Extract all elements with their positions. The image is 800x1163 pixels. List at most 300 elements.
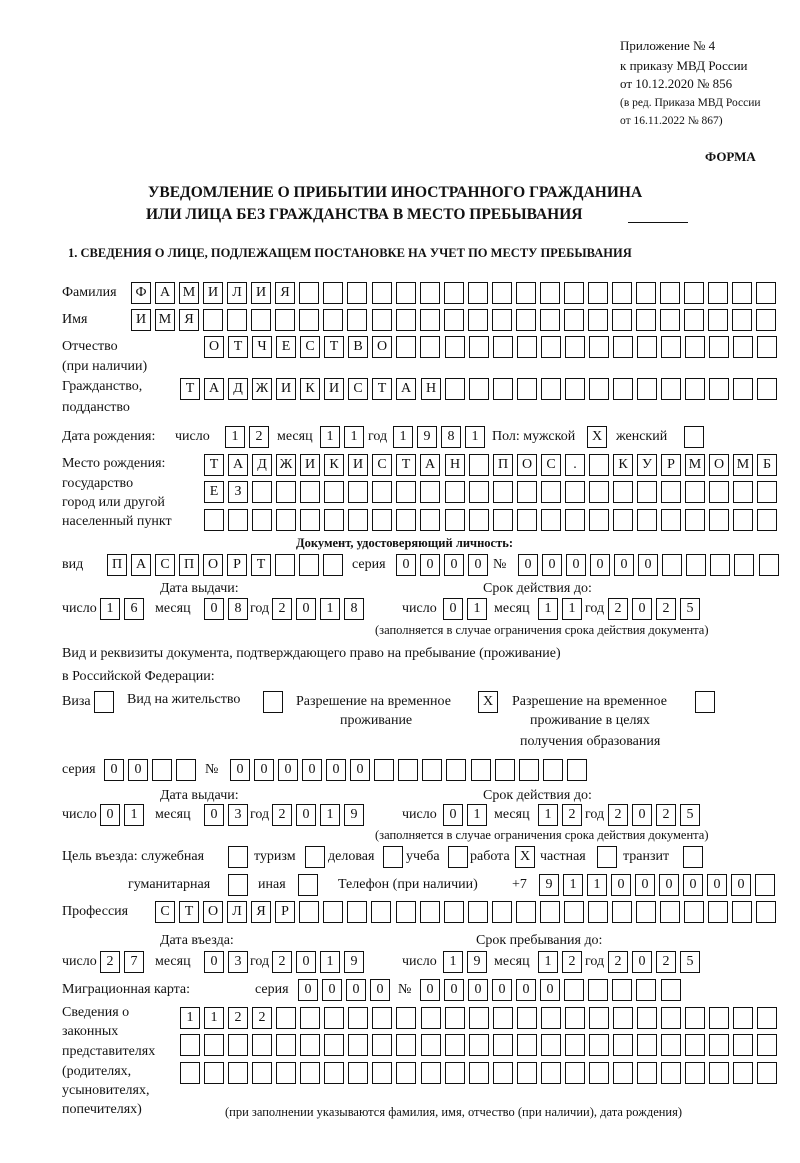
char-cell[interactable]: А [228,454,248,476]
char-cell[interactable]: 2 [228,1007,248,1029]
char-cell[interactable]: Р [275,901,295,923]
char-cell[interactable] [444,309,464,331]
char-cell[interactable] [733,509,753,531]
char-cell[interactable]: Д [228,378,248,400]
char-cell[interactable]: Б [757,454,777,476]
char-cell[interactable] [541,509,561,531]
char-cell[interactable] [757,378,777,400]
char-cell[interactable] [661,336,681,358]
char-cell[interactable]: 2 [272,951,292,973]
char-cell[interactable] [588,309,608,331]
char-cell[interactable] [709,1062,729,1084]
char-cell[interactable]: К [613,454,633,476]
char-cell[interactable]: 0 [632,598,652,620]
char-cell[interactable] [445,1007,465,1029]
char-cell[interactable] [492,901,512,923]
char-cell[interactable]: 1 [587,874,607,896]
char-cell[interactable]: 3 [228,951,248,973]
char-cell[interactable] [324,481,344,503]
char-cell[interactable] [445,336,465,358]
char-cell[interactable] [613,481,633,503]
char-cell[interactable] [540,309,560,331]
checkbox[interactable] [684,426,704,448]
char-cell[interactable]: Т [372,378,392,400]
char-cell[interactable] [733,378,753,400]
char-cell[interactable]: 9 [539,874,559,896]
char-cell[interactable] [612,901,632,923]
char-cell[interactable]: 0 [296,804,316,826]
char-cell[interactable] [588,979,608,1001]
char-cell[interactable] [709,1034,729,1056]
char-cell[interactable] [684,282,704,304]
char-cell[interactable]: 0 [516,979,536,1001]
char-cell[interactable] [299,554,319,576]
char-cell[interactable] [276,1062,296,1084]
char-cell[interactable] [422,759,442,781]
char-cell[interactable] [348,1034,368,1056]
char-cell[interactable] [589,1034,609,1056]
char-cell[interactable] [517,509,537,531]
char-cell[interactable]: 2 [562,804,582,826]
char-cell[interactable]: 1 [538,804,558,826]
char-cell[interactable]: Р [227,554,247,576]
char-cell[interactable] [374,759,394,781]
char-cell[interactable] [398,759,418,781]
char-cell[interactable] [420,481,440,503]
char-cell[interactable] [300,509,320,531]
char-cell[interactable]: 0 [443,804,463,826]
char-cell[interactable] [709,509,729,531]
char-cell[interactable]: З [228,481,248,503]
char-cell[interactable] [348,509,368,531]
char-cell[interactable]: А [155,282,175,304]
char-cell[interactable] [564,309,584,331]
checkbox[interactable] [228,874,248,896]
char-cell[interactable]: 9 [417,426,437,448]
char-cell[interactable]: Р [661,454,681,476]
char-cell[interactable]: У [637,454,657,476]
char-cell[interactable] [323,282,343,304]
char-cell[interactable] [493,378,513,400]
char-cell[interactable] [543,759,563,781]
char-cell[interactable]: А [420,454,440,476]
checkbox[interactable] [597,846,617,868]
char-cell[interactable] [493,1007,513,1029]
char-cell[interactable] [589,1062,609,1084]
char-cell[interactable]: Е [204,481,224,503]
char-cell[interactable]: Н [421,378,441,400]
char-cell[interactable] [204,1062,224,1084]
char-cell[interactable]: 0 [540,979,560,1001]
char-cell[interactable] [759,554,779,576]
char-cell[interactable] [228,1062,248,1084]
char-cell[interactable] [661,1034,681,1056]
char-cell[interactable] [660,309,680,331]
char-cell[interactable] [757,1007,777,1029]
char-cell[interactable] [468,901,488,923]
char-cell[interactable] [252,1034,272,1056]
char-cell[interactable] [180,1062,200,1084]
char-cell[interactable]: О [204,336,224,358]
char-cell[interactable] [468,282,488,304]
char-cell[interactable] [176,759,196,781]
char-cell[interactable]: Т [204,454,224,476]
char-cell[interactable] [468,309,488,331]
char-cell[interactable] [471,759,491,781]
char-cell[interactable] [421,1034,441,1056]
char-cell[interactable]: 0 [302,759,322,781]
char-cell[interactable] [469,509,489,531]
char-cell[interactable] [444,901,464,923]
char-cell[interactable]: А [131,554,151,576]
char-cell[interactable]: 1 [467,804,487,826]
char-cell[interactable] [347,901,367,923]
char-cell[interactable] [732,309,752,331]
char-cell[interactable] [445,1062,465,1084]
char-cell[interactable]: 1 [465,426,485,448]
char-cell[interactable]: С [155,901,175,923]
char-cell[interactable]: 8 [228,598,248,620]
char-cell[interactable] [661,1007,681,1029]
char-cell[interactable]: Т [228,336,248,358]
char-cell[interactable] [372,282,392,304]
char-cell[interactable] [637,1007,657,1029]
char-cell[interactable]: 0 [611,874,631,896]
char-cell[interactable] [251,309,271,331]
char-cell[interactable] [589,509,609,531]
char-cell[interactable]: . [565,454,585,476]
char-cell[interactable]: 0 [100,804,120,826]
char-cell[interactable] [299,282,319,304]
char-cell[interactable]: 0 [420,979,440,1001]
char-cell[interactable] [348,1007,368,1029]
char-cell[interactable]: 1 [538,951,558,973]
char-cell[interactable]: О [517,454,537,476]
char-cell[interactable] [757,1062,777,1084]
checkbox[interactable]: X [515,846,535,868]
char-cell[interactable] [755,874,775,896]
char-cell[interactable] [396,901,416,923]
char-cell[interactable] [637,378,657,400]
char-cell[interactable]: 0 [659,874,679,896]
char-cell[interactable] [710,554,730,576]
char-cell[interactable] [252,509,272,531]
char-cell[interactable]: 1 [320,426,340,448]
char-cell[interactable] [299,901,319,923]
char-cell[interactable]: 0 [104,759,124,781]
char-cell[interactable] [564,282,584,304]
char-cell[interactable] [469,1034,489,1056]
char-cell[interactable] [662,554,682,576]
char-cell[interactable] [612,979,632,1001]
char-cell[interactable]: 0 [396,554,416,576]
char-cell[interactable] [469,481,489,503]
char-cell[interactable]: 0 [468,979,488,1001]
char-cell[interactable] [589,1007,609,1029]
char-cell[interactable] [733,1062,753,1084]
char-cell[interactable] [613,336,633,358]
char-cell[interactable]: К [324,454,344,476]
char-cell[interactable] [757,509,777,531]
char-cell[interactable] [469,336,489,358]
char-cell[interactable] [517,1007,537,1029]
char-cell[interactable] [517,1062,537,1084]
char-cell[interactable]: 0 [346,979,366,1001]
char-cell[interactable] [733,1007,753,1029]
char-cell[interactable]: 0 [443,598,463,620]
char-cell[interactable] [517,1034,537,1056]
char-cell[interactable] [589,378,609,400]
char-cell[interactable] [324,1007,344,1029]
char-cell[interactable] [541,1062,561,1084]
char-cell[interactable] [733,481,753,503]
char-cell[interactable]: И [203,282,223,304]
char-cell[interactable]: 0 [590,554,610,576]
char-cell[interactable] [275,309,295,331]
char-cell[interactable]: 2 [272,598,292,620]
char-cell[interactable] [372,481,392,503]
char-cell[interactable]: О [203,554,223,576]
char-cell[interactable] [613,1062,633,1084]
char-cell[interactable]: С [348,378,368,400]
char-cell[interactable] [589,454,609,476]
char-cell[interactable] [636,979,656,1001]
char-cell[interactable] [636,282,656,304]
char-cell[interactable] [685,1007,705,1029]
checkbox[interactable]: X [478,691,498,713]
char-cell[interactable] [734,554,754,576]
char-cell[interactable]: М [733,454,753,476]
char-cell[interactable] [637,509,657,531]
char-cell[interactable] [372,1007,392,1029]
char-cell[interactable] [732,282,752,304]
char-cell[interactable]: Ч [252,336,272,358]
char-cell[interactable] [661,979,681,1001]
char-cell[interactable] [709,336,729,358]
char-cell[interactable]: 0 [444,554,464,576]
char-cell[interactable]: 0 [278,759,298,781]
char-cell[interactable] [300,1062,320,1084]
char-cell[interactable]: И [251,282,271,304]
char-cell[interactable] [445,378,465,400]
char-cell[interactable]: 2 [608,804,628,826]
char-cell[interactable] [493,481,513,503]
char-cell[interactable] [421,1007,441,1029]
char-cell[interactable] [300,481,320,503]
char-cell[interactable]: 0 [444,979,464,1001]
char-cell[interactable]: 2 [100,951,120,973]
char-cell[interactable] [637,336,657,358]
char-cell[interactable]: Н [445,454,465,476]
char-cell[interactable] [757,1034,777,1056]
char-cell[interactable]: 1 [393,426,413,448]
char-cell[interactable]: 0 [350,759,370,781]
checkbox[interactable] [383,846,403,868]
char-cell[interactable] [733,1034,753,1056]
char-cell[interactable]: 1 [563,874,583,896]
char-cell[interactable] [612,309,632,331]
char-cell[interactable]: 3 [228,804,248,826]
char-cell[interactable] [180,1034,200,1056]
char-cell[interactable]: 2 [562,951,582,973]
char-cell[interactable] [519,759,539,781]
char-cell[interactable] [492,309,512,331]
char-cell[interactable]: Ф [131,282,151,304]
char-cell[interactable]: П [179,554,199,576]
char-cell[interactable] [493,1034,513,1056]
char-cell[interactable] [300,1034,320,1056]
char-cell[interactable]: 0 [632,804,652,826]
char-cell[interactable]: 0 [632,951,652,973]
char-cell[interactable] [227,309,247,331]
char-cell[interactable]: 1 [467,598,487,620]
char-cell[interactable]: 1 [204,1007,224,1029]
char-cell[interactable] [564,901,584,923]
char-cell[interactable]: 1 [225,426,245,448]
char-cell[interactable]: 1 [180,1007,200,1029]
char-cell[interactable]: 0 [370,979,390,1001]
char-cell[interactable]: Т [179,901,199,923]
char-cell[interactable] [203,309,223,331]
char-cell[interactable] [517,336,537,358]
char-cell[interactable] [323,309,343,331]
char-cell[interactable] [565,1062,585,1084]
char-cell[interactable]: 1 [562,598,582,620]
char-cell[interactable]: С [155,554,175,576]
char-cell[interactable]: 0 [683,874,703,896]
char-cell[interactable] [495,759,515,781]
char-cell[interactable]: И [348,454,368,476]
char-cell[interactable]: И [131,309,151,331]
checkbox[interactable]: X [587,426,607,448]
char-cell[interactable] [469,454,489,476]
char-cell[interactable] [684,309,704,331]
char-cell[interactable] [613,1034,633,1056]
char-cell[interactable] [588,901,608,923]
char-cell[interactable] [204,1034,224,1056]
char-cell[interactable] [396,1062,416,1084]
char-cell[interactable] [396,509,416,531]
char-cell[interactable] [637,481,657,503]
char-cell[interactable]: 2 [252,1007,272,1029]
char-cell[interactable]: 0 [614,554,634,576]
char-cell[interactable]: 0 [542,554,562,576]
char-cell[interactable] [516,901,536,923]
char-cell[interactable] [299,309,319,331]
char-cell[interactable] [420,509,440,531]
char-cell[interactable]: 5 [680,951,700,973]
char-cell[interactable] [732,901,752,923]
char-cell[interactable]: 0 [128,759,148,781]
char-cell[interactable] [708,282,728,304]
char-cell[interactable]: 1 [443,951,463,973]
char-cell[interactable] [420,282,440,304]
char-cell[interactable] [588,282,608,304]
char-cell[interactable]: 0 [326,759,346,781]
char-cell[interactable] [733,336,753,358]
char-cell[interactable] [613,1007,633,1029]
char-cell[interactable] [637,1034,657,1056]
char-cell[interactable]: Я [275,282,295,304]
char-cell[interactable]: 0 [204,598,224,620]
char-cell[interactable]: 2 [272,804,292,826]
char-cell[interactable] [347,282,367,304]
char-cell[interactable] [372,1062,392,1084]
char-cell[interactable] [516,309,536,331]
char-cell[interactable]: 2 [249,426,269,448]
char-cell[interactable] [756,309,776,331]
char-cell[interactable] [323,901,343,923]
char-cell[interactable] [541,481,561,503]
char-cell[interactable]: 9 [344,804,364,826]
char-cell[interactable] [612,282,632,304]
char-cell[interactable]: 8 [344,598,364,620]
char-cell[interactable] [709,378,729,400]
char-cell[interactable]: 0 [566,554,586,576]
char-cell[interactable] [371,901,391,923]
char-cell[interactable] [685,509,705,531]
char-cell[interactable]: 0 [420,554,440,576]
char-cell[interactable] [396,481,416,503]
char-cell[interactable]: 0 [254,759,274,781]
char-cell[interactable] [756,282,776,304]
char-cell[interactable] [421,1062,441,1084]
char-cell[interactable] [446,759,466,781]
char-cell[interactable] [469,1062,489,1084]
char-cell[interactable] [541,1034,561,1056]
checkbox[interactable] [448,846,468,868]
char-cell[interactable] [660,901,680,923]
char-cell[interactable]: Я [179,309,199,331]
char-cell[interactable] [565,481,585,503]
char-cell[interactable]: 5 [680,598,700,620]
char-cell[interactable]: 0 [204,951,224,973]
char-cell[interactable] [444,282,464,304]
char-cell[interactable] [567,759,587,781]
char-cell[interactable]: 1 [320,598,340,620]
char-cell[interactable] [493,509,513,531]
char-cell[interactable] [372,509,392,531]
char-cell[interactable] [348,1062,368,1084]
char-cell[interactable] [324,1062,344,1084]
char-cell[interactable]: 0 [230,759,250,781]
char-cell[interactable] [396,309,416,331]
char-cell[interactable]: 1 [344,426,364,448]
char-cell[interactable]: 0 [322,979,342,1001]
char-cell[interactable]: Т [324,336,344,358]
char-cell[interactable] [708,309,728,331]
char-cell[interactable]: Л [227,282,247,304]
char-cell[interactable]: 0 [638,554,658,576]
char-cell[interactable] [396,1007,416,1029]
char-cell[interactable]: 9 [344,951,364,973]
char-cell[interactable] [276,481,296,503]
char-cell[interactable] [757,481,777,503]
char-cell[interactable] [252,481,272,503]
char-cell[interactable]: Т [180,378,200,400]
char-cell[interactable]: О [709,454,729,476]
char-cell[interactable]: 5 [680,804,700,826]
char-cell[interactable] [661,509,681,531]
char-cell[interactable] [324,509,344,531]
char-cell[interactable] [396,336,416,358]
char-cell[interactable]: 1 [538,598,558,620]
char-cell[interactable]: П [493,454,513,476]
char-cell[interactable]: Д [252,454,272,476]
char-cell[interactable] [661,378,681,400]
char-cell[interactable]: 2 [608,951,628,973]
char-cell[interactable] [565,336,585,358]
